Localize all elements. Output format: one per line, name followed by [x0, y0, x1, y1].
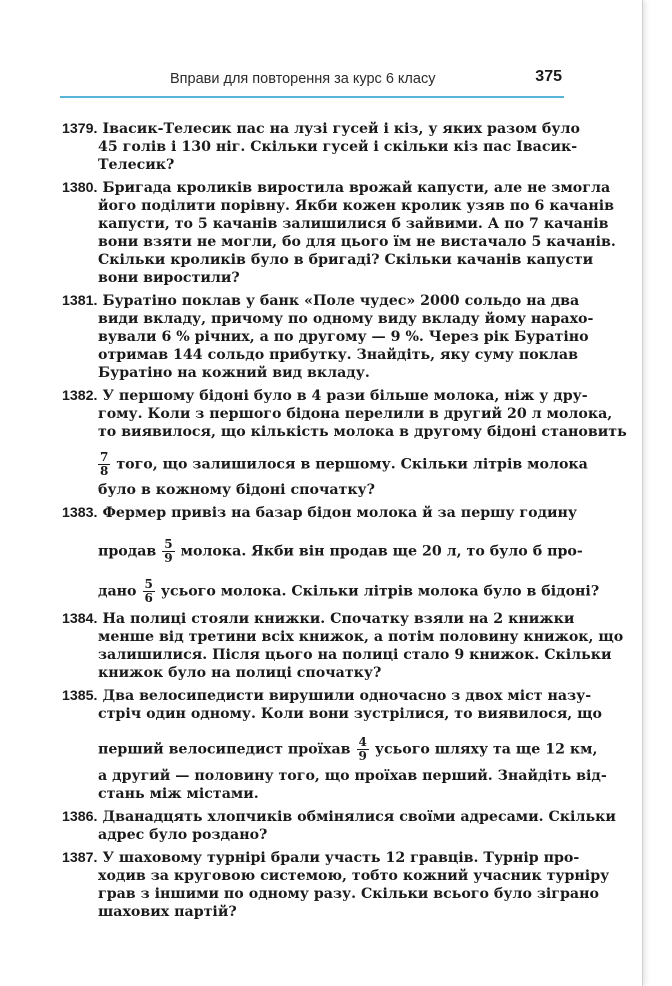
- exercise-1380-line-1: 1380. Бригада кроликів виростила врожай капусти, але не змогла: [62, 180, 611, 196]
- exercise-1387-line-1: 1387. У шаховому турнірі брали участь 12 гравців. Турнір про-: [62, 850, 580, 866]
- exercise-1380-line-4: вони взяти не могли, бо для цього їм не вистачало 5 качанів.: [98, 234, 616, 250]
- exercise-1384-line-4: книжок було на полиці спочатку?: [98, 665, 382, 681]
- exercise-number: 1379.: [62, 121, 98, 137]
- exercise-1379-line-3: Телесик?: [98, 157, 175, 173]
- exercise-1385-line-3: перший велосипедист проїхав $\frac{4}{9}$ усього шляху та ще 12 км,: [98, 735, 598, 763]
- exercise-1384-line-3: залишилися. Після цього на полиці стало 9 книжок. Скільки: [98, 647, 612, 663]
- exercise-1380-line-5: Скільки кроликів було в бригаді? Скільки качанів капусти: [98, 252, 594, 268]
- exercise-1385-line-1: 1385. Два велосипедисти вирушили одночасно з двох міст назу-: [62, 688, 592, 704]
- exercise-1382-line-5: було в кожному бідоні спочатку?: [98, 482, 375, 498]
- exercise-1383-line-2: продав $\frac{5}{9}$ молока. Якби він продав ще 20 л, то було б про-: [98, 537, 583, 565]
- exercise-1385-line-2: стріч один одному. Коли вони зустрілися, то виявилося, що: [98, 706, 602, 722]
- exercise-1386-line-2: адрес було роздано?: [98, 827, 268, 843]
- exercise-1381-line-1: 1381. Буратіно поклав у банк «Поле чудес» 2000 сольдо на два: [62, 293, 580, 309]
- exercise-number: 1385.: [62, 688, 98, 704]
- exercise-1379-line-2: 45 голів і 130 ніг. Скільки гусей і скільки кіз пас Івасик-: [98, 139, 578, 155]
- exercise-number: 1386.: [62, 809, 98, 825]
- exercise-number: 1382.: [62, 388, 98, 404]
- exercise-1385-line-5: стань між містами.: [98, 786, 259, 802]
- exercise-1386-line-1: 1386. Дванадцять хлопчиків обмінялися своїми адресами. Скільки: [62, 809, 616, 825]
- exercise-number: 1380.: [62, 180, 98, 196]
- header-title: Вправи для повторення за курс 6 класу: [170, 71, 436, 87]
- exercise-1387-line-3: грав з іншими по одному разу. Скільки всього було зіграно: [98, 886, 599, 902]
- exercise-number: 1381.: [62, 293, 98, 309]
- exercise-1381-line-5: Буратіно на кожний вид вкладу.: [98, 365, 370, 381]
- exercise-1381-line-2: види вкладу, причому по одному виду вкладу йому нарахо-: [98, 311, 594, 327]
- exercise-1382-line-3: то виявилося, що кількість молока в другому бідоні становить: [98, 424, 627, 440]
- exercise-1382-line-1: 1382. У першому бідоні було в 4 рази більше молока, ніж у дру-: [62, 388, 588, 404]
- exercise-1382-line-2: гому. Коли з першого бідона перелили в другий 20 л молока,: [98, 406, 613, 422]
- exercise-1382-line-4: $\frac{7}{8}$ того, що залишилося в першому. Скільки літрів молока: [100, 450, 588, 478]
- page-number: 375: [535, 68, 562, 85]
- header-rule: [60, 96, 564, 98]
- exercise-1380-line-3: капусти, то 5 качанів залишилися б зайвими. А по 7 качанів: [98, 216, 609, 232]
- exercise-number: 1387.: [62, 850, 98, 866]
- fraction-5-6: $\frac{5}{6}$: [144, 577, 153, 605]
- exercise-1380-line-2: його поділити порівну. Якби кожен кролик узяв по 6 качанів: [98, 198, 614, 214]
- exercise-1387-line-2: ходив за круговою системою, тобто кожний учасник турніру: [98, 868, 610, 884]
- fraction-7-8: $\frac{7}{8}$: [100, 450, 109, 478]
- fraction-5-9: $\frac{5}{9}$: [164, 537, 173, 565]
- exercise-number: 1383.: [62, 505, 98, 521]
- running-header: [60, 68, 562, 92]
- fraction-4-9: $\frac{4}{9}$: [358, 735, 367, 763]
- exercise-1383-line-3: дано $\frac{5}{6}$ усього молока. Скільки літрів молока було в бідоні?: [98, 577, 600, 605]
- exercise-1379-line-1: 1379. Івасик-Телесик пас на лузі гусей і кіз, у яких разом було: [62, 121, 580, 137]
- exercise-1381-line-3: вували 6 % річних, а по другому — 9 %. Через рік Буратіно: [98, 329, 589, 345]
- exercise-1383-line-1: 1383. Фермер привіз на базар бідон молока й за першу годину: [62, 505, 578, 521]
- exercise-1385-line-4: а другий — половину того, що проїхав перший. Знайдіть від-: [98, 768, 607, 784]
- exercise-1387-line-4: шахових партій?: [98, 904, 237, 920]
- exercise-number: 1384.: [62, 611, 98, 627]
- exercise-1381-line-4: отримав 144 сольдо прибутку. Знайдіть, яку суму поклав: [98, 347, 578, 363]
- exercise-1380-line-6: вони виростили?: [98, 270, 240, 286]
- exercise-1384-line-2: менше від третини всіх книжок, а потім половину книжок, що: [98, 629, 624, 645]
- exercise-1384-line-1: 1384. На полиці стояли книжки. Спочатку взяли на 2 книжки: [62, 611, 575, 627]
